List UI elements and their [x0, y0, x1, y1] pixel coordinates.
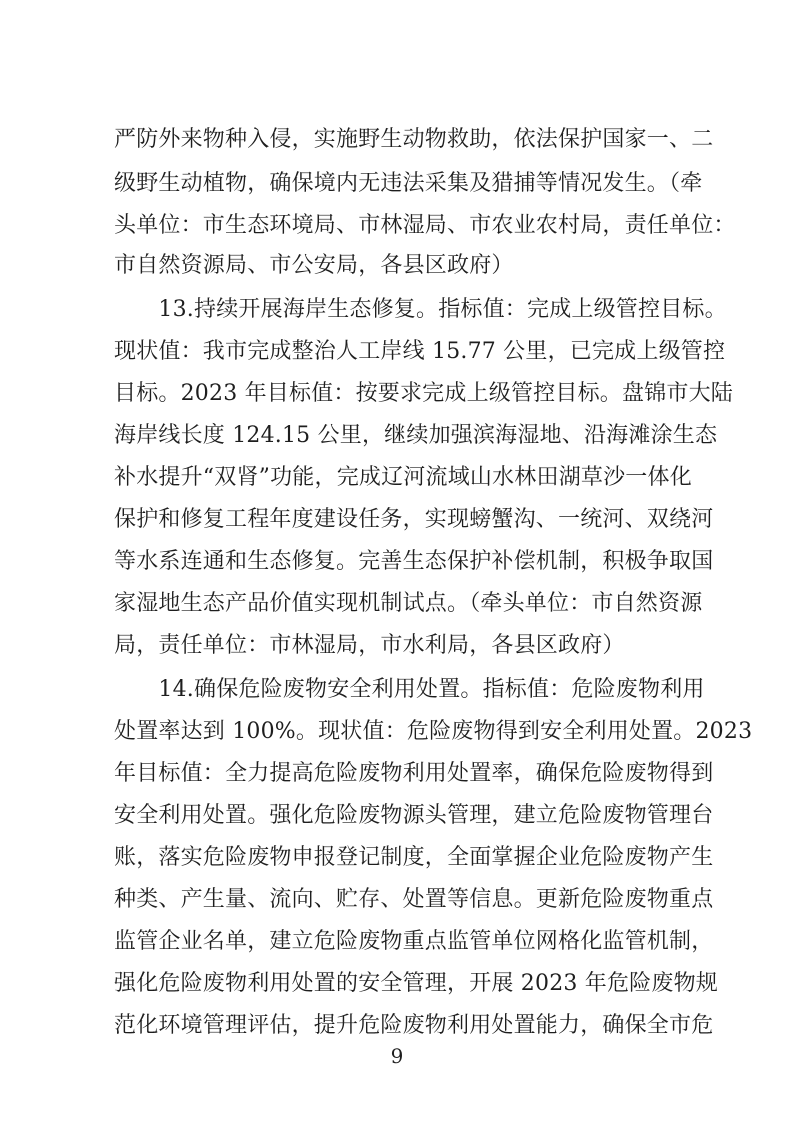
body-text-line: 强化危险废物利用处置的安全管理，开展 2023 年危险废物规 — [114, 971, 718, 996]
body-text-line: 家湿地生态产品价值实现机制试点。（牵头单位：市自然资源 — [114, 591, 703, 616]
body-text-line: 现状值：我市完成整治人工岸线 15.77 公里，已完成上级管控 — [114, 339, 726, 364]
body-text-line: 范化环境管理评估，提升危险废物利用处置能力，确保全市危 — [114, 1013, 714, 1038]
body-text-line: 年目标值：全力提高危险废物利用处置率，确保危险废物得到 — [114, 761, 714, 786]
body-text-line: 级野生动植物，确保境内无违法采集及猎捕等情况发生。（牵 — [114, 171, 703, 196]
body-text-line: 安全利用处置。强化危险废物源头管理，建立危险废物管理台 — [114, 803, 714, 828]
section-14-heading-line: 14.确保危险废物安全利用处置。指标值：危险废物利用 — [114, 677, 705, 702]
body-text-line: 监管企业名单，建立危险废物重点监管单位网格化监管机制， — [114, 929, 714, 954]
page-number: 9 — [390, 1044, 404, 1068]
body-text-line: 补水提升“双肾”功能，完成辽河流域山水林田湖草沙一体化 — [114, 465, 692, 490]
section-13-heading-line: 13.持续开展海岸生态修复。指标值：完成上级管控目标。 — [114, 297, 727, 322]
body-text-line: 等水系连通和生态修复。完善生态保护补偿机制，积极争取国 — [114, 549, 714, 574]
body-text-line: 处置率达到 100%。现状值：危险废物得到安全利用处置。2023 — [114, 719, 753, 744]
body-text-line: 保护和修复工程年度建设任务，实现螃蟹沟、一统河、双绕河 — [114, 507, 714, 532]
body-text-line: 局，责任单位：市林湿局，市水利局，各县区政府） — [114, 633, 625, 658]
body-text-line: 市自然资源局、市公安局，各县区政府） — [114, 253, 514, 278]
body-text-line: 严防外来物种入侵，实施野生动物救助，依法保护国家一、二 — [114, 127, 714, 152]
body-text-line: 种类、产生量、流向、贮存、处置等信息。更新危险废物重点 — [114, 887, 714, 912]
body-text-line: 头单位：市生态环境局、市林湿局、市农业农村局，责任单位： — [114, 213, 736, 238]
body-text-line: 目标。2023 年目标值：按要求完成上级管控目标。盘锦市大陆 — [114, 381, 733, 406]
body-text-line: 海岸线长度 124.15 公里，继续加强滨海湿地、沿海滩涂生态 — [114, 423, 718, 448]
body-text-line: 账，落实危险废物申报登记制度，全面掌握企业危险废物产生 — [114, 845, 714, 870]
